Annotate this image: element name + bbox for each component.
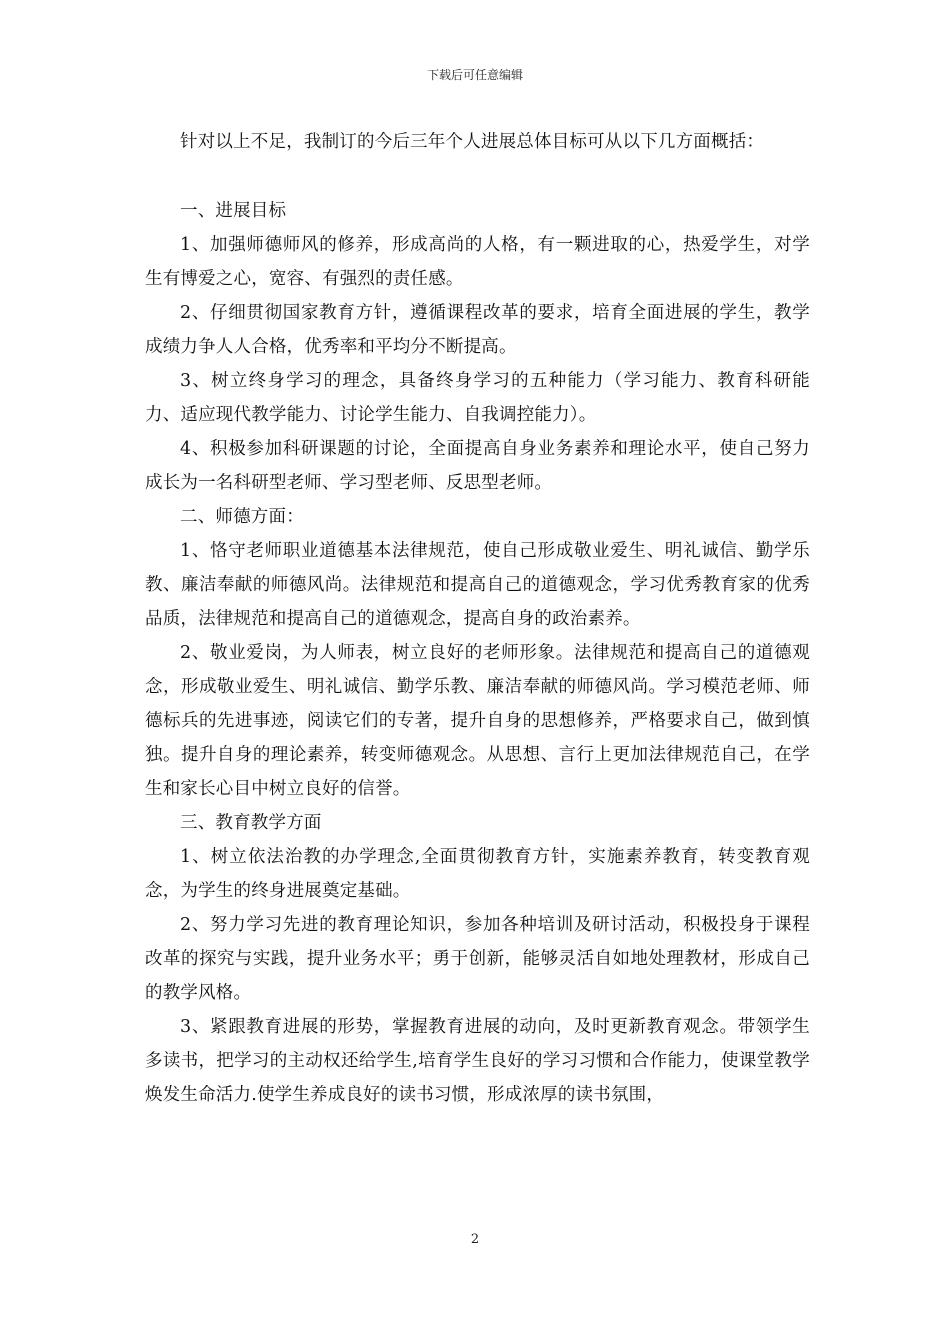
page-header: 下载后可任意编辑	[426, 68, 523, 82]
section-heading: 二、师德方面：	[180, 507, 304, 527]
section-heading: 一、进展目标	[180, 201, 287, 221]
spacer	[145, 159, 810, 194]
page-number: 2	[470, 1232, 480, 1247]
paragraph: 1、树立依法治教的办学理念,全面贯彻教育方针，实施素养教育，转变教育观念，为学生的终身进展奠定基础。	[145, 847, 810, 901]
paragraph: 2、仔细贯彻国家教育方针，遵循课程改革的要求，培育全面进展的学生，教学成绩力争人人合格，优秀率和平均分不断提高。	[145, 303, 810, 357]
section-heading: 三、教育教学方面	[180, 813, 322, 833]
paragraph: 1、恪守老师职业道德基本法律规范，使自己形成敬业爱生、明礼诚信、勤学乐教、廉洁奉献的师德风尚。法律规范和提高自己的道德观念，学习优秀教育家的优秀品质，法律规范和提高自己的道德观念，提高自身的政治素养。	[145, 541, 810, 629]
paragraph: 2、努力学习先进的教育理论知识，参加各种培训及研讨活动，积极投身于课程改革的探究与实践，提升业务水平；勇于创新，能够灵活自如地处理教材，形成自己的教学风格。	[145, 915, 810, 1003]
paragraph: 2、敬业爱岗，为人师表，树立良好的老师形象。法律规范和提高自己的道德观念，形成敬业爱生、明礼诚信、勤学乐教、廉洁奉献的师德风尚。学习模范老师、师德标兵的先进事迹，阅读它们的专著，提升自身的思想修养，严格要求自己，做到慎独。提升自身的理论素养，转变师德观念。从思想、言行上更加法律规范自己，在学生和家长心目中树立良好的信誉。	[145, 643, 810, 799]
paragraph: 4、积极参加科研课题的讨论，全面提高自身业务素养和理论水平，使自己努力成长为一名科研型老师、学习型老师、反思型老师。	[145, 439, 810, 493]
paragraph: 3、紧跟教育进展的形势，掌握教育进展的动向，及时更新教育观念。带领学生多读书，把学习的主动权还给学生,培育学生良好的学习习惯和合作能力，使课堂教学焕发生命活力.使学生养成良好的读书习惯，形成浓厚的读书氛围，	[145, 1017, 810, 1105]
document-body	[145, 125, 810, 1112]
paragraph: 3、树立终身学习的理念，具备终身学习的五种能力（学习能力、教育科研能力、适应现代教学能力、讨论学生能力、自我调控能力）。	[145, 371, 810, 425]
intro-paragraph: 针对以上不足，我制订的今后三年个人进展总体目标可从以下几方面概括：	[180, 132, 765, 152]
paragraph: 1、加强师德师风的修养，形成高尚的人格，有一颗进取的心，热爱学生，对学生有博爱之心，宽容、有强烈的责任感。	[145, 235, 810, 289]
